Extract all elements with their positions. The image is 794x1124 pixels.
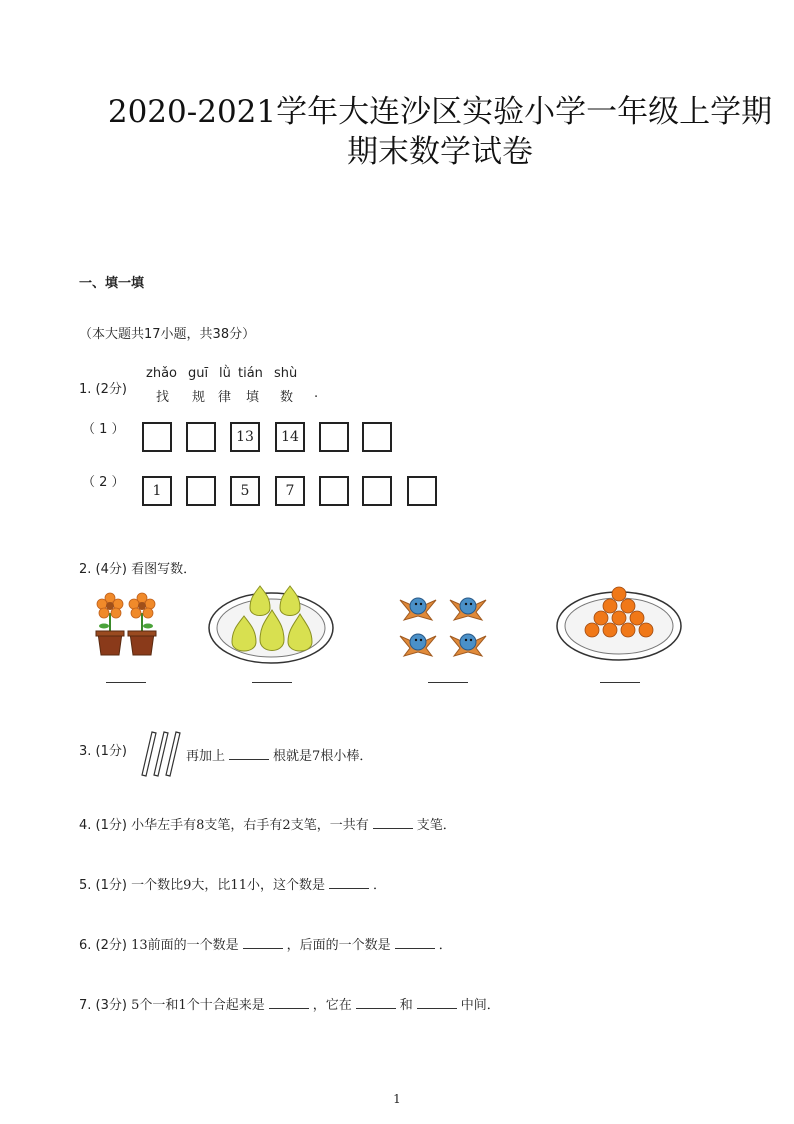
answer-blank[interactable]	[229, 748, 269, 760]
title-line-2: 期末数学试卷	[347, 134, 533, 170]
q3-text-a: 再加上	[186, 749, 226, 764]
q2-text: 看图写数．	[131, 562, 197, 577]
answer-blank[interactable]	[356, 997, 396, 1009]
answer-box[interactable]	[186, 422, 216, 452]
pears-plate-picture	[206, 580, 336, 666]
q4-value-1: 8	[196, 818, 205, 833]
hanzi-zhao: 找	[156, 390, 170, 405]
q3-score: (1分)	[95, 744, 127, 759]
section-note: （本大题共17小题，共38分）	[79, 327, 256, 342]
q4-text-c: 支笔，一共有	[290, 818, 369, 833]
q2-score: (4分)	[95, 562, 127, 577]
answer-box[interactable]	[319, 422, 349, 452]
answer-blank[interactable]	[417, 997, 457, 1009]
flower-pots-picture	[90, 588, 162, 658]
q3-text-c: 根小棒．	[320, 749, 373, 764]
q6-text-a: 前面的一个数是	[147, 938, 239, 953]
q1-header	[79, 378, 127, 397]
q3-text	[186, 745, 372, 764]
number-box: 13	[230, 422, 260, 452]
q4-score: (1分)	[95, 818, 127, 833]
answer-box[interactable]	[142, 422, 172, 452]
title-line-1: 2020-2021学年大连沙区实验小学一年级上学期	[107, 94, 773, 130]
q1-number: 1.	[79, 382, 92, 397]
flower-icon	[128, 593, 156, 655]
pinyin-tian: tián	[238, 366, 263, 381]
q5-text-d: ．	[372, 878, 386, 893]
answer-blank[interactable]	[373, 817, 413, 829]
q4-line	[79, 814, 456, 833]
q7-value-1: 5	[131, 998, 140, 1013]
section-heading: 一、填一填	[79, 276, 145, 291]
answer-line[interactable]	[252, 682, 292, 683]
answer-blank[interactable]	[269, 997, 309, 1009]
q3-text-b: 根就是	[273, 749, 313, 764]
q7-text-e: 中间．	[460, 998, 500, 1013]
q1-score: (2分)	[95, 382, 127, 397]
pinyin-gui: guī	[188, 366, 209, 381]
answer-blank[interactable]	[329, 877, 369, 889]
hanzi-lv: 律	[218, 390, 232, 405]
number-box: 5	[230, 476, 260, 506]
q6-line	[79, 934, 452, 953]
number-box: 14	[275, 422, 305, 452]
q7-line	[79, 994, 500, 1013]
pinyin-lv: lǜ	[219, 366, 231, 381]
q7-number: 7.	[79, 998, 92, 1013]
answer-blank[interactable]	[243, 937, 283, 949]
flower-icon	[96, 593, 124, 655]
q6-value-1: 13	[131, 938, 148, 953]
q6-text-c: ．	[438, 938, 452, 953]
q1-row1-label: （ 1 ）	[82, 422, 125, 437]
answer-line[interactable]	[428, 682, 468, 683]
q4-value-2: 2	[282, 818, 291, 833]
q3-number-value: 7	[312, 749, 321, 764]
bird-icon	[400, 598, 436, 620]
oranges-plate-picture	[554, 584, 684, 664]
q7-text-a: 个一和	[139, 998, 179, 1013]
number-box: 1	[142, 476, 172, 506]
q7-text-c: ，它在	[312, 998, 352, 1013]
answer-line[interactable]	[106, 682, 146, 683]
q5-text-c: 小，这个数是	[246, 878, 325, 893]
q1-row2-label: （ 2 ）	[82, 475, 125, 490]
q6-score: (2分)	[95, 938, 127, 953]
q6-number: 6.	[79, 938, 92, 953]
answer-blank[interactable]	[395, 937, 435, 949]
q4-text-a: 小华左手有	[131, 818, 197, 833]
answer-box[interactable]	[362, 476, 392, 506]
answer-line[interactable]	[600, 682, 640, 683]
q4-number: 4.	[79, 818, 92, 833]
bird-icon	[450, 634, 486, 656]
q5-number: 5.	[79, 878, 92, 893]
answer-box[interactable]	[186, 476, 216, 506]
answer-box[interactable]	[407, 476, 437, 506]
q7-text-d: 和	[399, 998, 413, 1013]
stick-icon	[142, 732, 180, 776]
hanzi-period: .	[314, 386, 319, 401]
q6-text-b: ，后面的一个数是	[286, 938, 391, 953]
q2-line	[79, 558, 196, 577]
q3-number: 3.	[79, 744, 92, 759]
q2-number: 2.	[79, 562, 92, 577]
q7-value-2: 1	[178, 998, 187, 1013]
bird-icon	[400, 634, 436, 656]
q5-value-2: 11	[230, 878, 247, 893]
q4-text-b: 支笔，右手有	[204, 818, 283, 833]
q7-score: (3分)	[95, 998, 127, 1013]
pinyin-shu: shù	[274, 366, 298, 381]
page-number: 1	[393, 1092, 401, 1106]
hanzi-gui: 规	[192, 390, 206, 405]
q5-text-b: 大，比	[191, 878, 231, 893]
answer-box[interactable]	[319, 476, 349, 506]
q5-text-a: 一个数比	[131, 878, 184, 893]
answer-box[interactable]	[362, 422, 392, 452]
q4-text-d: 支笔．	[416, 818, 456, 833]
sticks-picture	[140, 728, 188, 780]
hanzi-tian: 填	[246, 390, 260, 405]
bird-icon	[450, 598, 486, 620]
q5-value-1: 9	[183, 878, 192, 893]
number-box: 7	[275, 476, 305, 506]
birds-picture	[398, 590, 498, 660]
q5-line	[79, 874, 386, 893]
q3-header	[79, 740, 127, 759]
q5-score: (1分)	[95, 878, 127, 893]
pinyin-zhao: zhǎo	[146, 366, 177, 381]
q7-text-b: 个十合起来是	[186, 998, 265, 1013]
hanzi-shu: 数	[280, 390, 294, 405]
